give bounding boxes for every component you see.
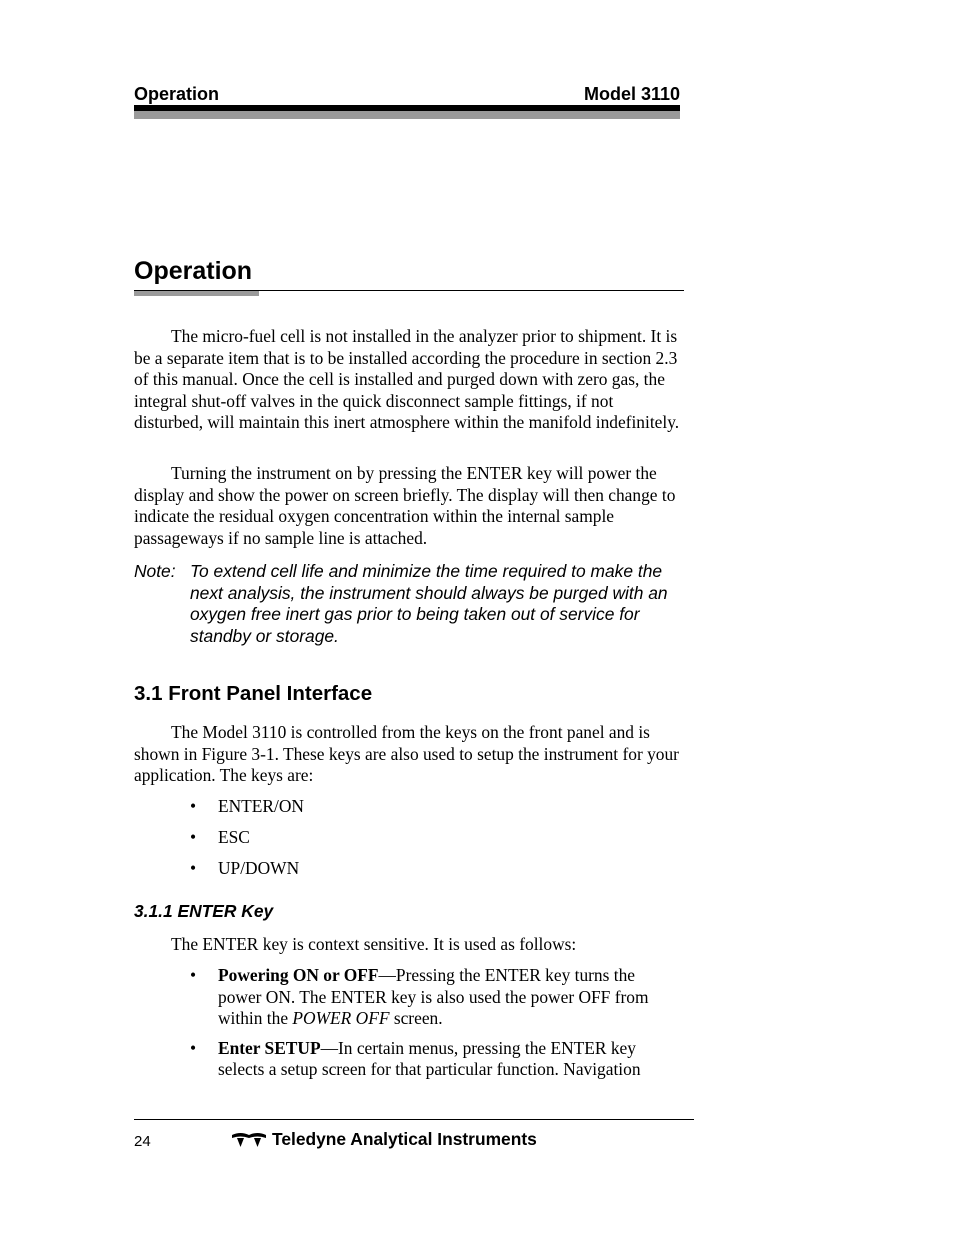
body-paragraph-enter-key: The ENTER key is context sensitive. It is used as follows:	[171, 934, 577, 954]
subsection-heading: 3.1.1 ENTER Key	[134, 901, 274, 921]
bullet-icon: •	[190, 827, 197, 847]
running-header-section: Operation	[134, 84, 220, 104]
list-item	[134, 965, 682, 1030]
body-paragraph-front-panel: The Model 3110 is controlled from the keys on the front panel and is shown in Figure 3-1. These keys are also used to setup the instrument for your application. The keys are:	[134, 722, 679, 786]
list-item	[134, 858, 682, 889]
page-number: 24	[134, 1133, 151, 1150]
list-item-description-end: screen.	[389, 1008, 443, 1029]
list-item-term: Enter SETUP	[218, 1037, 321, 1058]
body-paragraph-cell-installation: The micro-fuel cell is not installed in the analyzer prior to shipment. It is be a separate item that is to be installed according the procedure in section 2.3 of this manual. Once the cell is installed and purged down with zero gas, the integral shut-off valves in the quick disconnect sample fittings, if not disturbed, will maintain this inert atmosphere within the manifold indefinitely.	[134, 326, 680, 433]
list-item-description: —In certain menus, pressing the ENTER key selects a setup screen for that particular function. Navigation	[218, 1037, 641, 1080]
section-heading: 3.1 Front Panel Interface	[134, 682, 373, 705]
chapter-title: Operation	[134, 257, 253, 285]
list-item-text	[218, 965, 682, 1030]
footer-brand	[232, 1129, 537, 1150]
key-name: ESC	[218, 827, 250, 847]
screen-name: POWER OFF	[292, 1008, 390, 1029]
footer-brand-text: Teledyne Analytical Instruments	[272, 1129, 537, 1149]
bullet-icon: •	[190, 1037, 197, 1058]
footer-rule	[134, 1119, 694, 1120]
note-text: To extend cell life and minimize the time required to make the next analysis, the instrument should always be purged with an oxygen free inert gas prior to being taken out of service for standby or storage.	[190, 561, 668, 646]
running-header-model: Model 3110	[583, 84, 680, 104]
bullet-icon: •	[190, 796, 197, 816]
list-item	[134, 827, 682, 858]
note-label: Note:	[134, 561, 176, 581]
list-item-description: —Pressing the ENTER key turns the power ON. The ENTER key is also used the power OFF from within the	[218, 965, 649, 1029]
list-item	[134, 796, 682, 827]
key-name: UP/DOWN	[218, 858, 300, 878]
enter-key-uses-list	[134, 965, 682, 1081]
bullet-icon: •	[190, 965, 197, 985]
chapter-title-accent-bar	[134, 291, 259, 296]
list-item-text	[218, 1038, 682, 1081]
body-paragraph-power-on: Turning the instrument on by pressing the ENTER key will power the display and show the power on screen briefly. The display will then change to indicate the residual oxygen concentration within the internal sample passageways if no sample line is attached.	[134, 463, 676, 548]
key-name: ENTER/ON	[218, 796, 304, 816]
header-rule-gray	[134, 111, 680, 119]
list-item	[134, 1038, 682, 1081]
teledyne-logo-icon	[232, 1132, 266, 1148]
list-item-term: Powering ON or OFF	[218, 965, 379, 985]
key-list	[134, 796, 682, 889]
bullet-icon: •	[190, 858, 197, 878]
